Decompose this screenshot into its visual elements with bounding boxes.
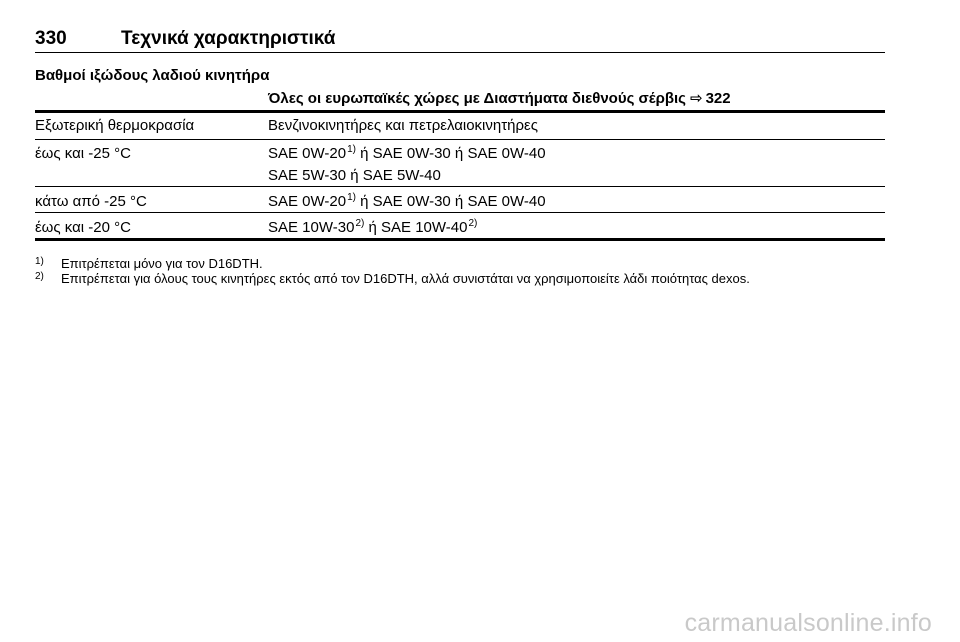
table-header-rule (35, 139, 885, 140)
page-number: 330 (35, 28, 67, 49)
footnote-mark: 1) (35, 256, 44, 267)
table-top-rule (35, 110, 885, 113)
arrow-right-icon: ⇨ (689, 90, 703, 107)
table-row-1-temp: έως και -25 °C (35, 145, 131, 162)
table-bottom-rule (35, 238, 885, 241)
footnote-text: Επιτρέπεται για όλους τους κινητήρες εκτός από τον D16DTH, αλλά συνιστάται να χρησιμοποιείτε λάδι ποιότητας dexos. (61, 271, 750, 286)
page-reference-link[interactable]: 322 (705, 90, 731, 107)
oil-grade: SAE 0W-20 (268, 145, 347, 162)
table-row-3-temp: έως και -20 °C (35, 219, 131, 236)
page-title: Τεχνικά χαρακτηριστικά (121, 28, 336, 49)
oil-grade: SAE 10W-30 (268, 219, 355, 236)
oil-grade-alternatives: ή SAE 0W-30 ή SAE 0W-40 (356, 145, 546, 162)
table-row-1-oil-line-1 (268, 145, 546, 163)
table-row-3-oil-line-1 (268, 219, 477, 237)
table-row-rule (35, 212, 885, 213)
watermark: carmanualsonline.info (684, 609, 932, 637)
oil-grade: SAE 0W-20 (268, 193, 347, 210)
table-caption (268, 89, 731, 107)
footnote-ref: 1) (347, 144, 356, 155)
table-row-rule (35, 186, 885, 187)
footnote-mark: 2) (35, 271, 44, 282)
section-title: Βαθμοί ιξώδους λαδιού κινητήρα (35, 67, 270, 84)
table-row-2-temp: κάτω από -25 °C (35, 193, 147, 210)
table-row-1-oil-line-2: SAE 5W-30 ή SAE 5W-40 (268, 167, 441, 184)
oil-grade-alternatives: ή SAE 0W-30 ή SAE 0W-40 (356, 193, 546, 210)
footnote-text: Επιτρέπεται μόνο για τον D16DTH. (61, 256, 263, 271)
table-header-engines: Βενζινοκινητήρες και πετρελαιοκινητήρες (268, 117, 538, 134)
table-row-2-oil-line-1 (268, 193, 546, 211)
oil-grade-alternatives: ή SAE 10W-40 (364, 219, 468, 236)
footnote-ref: 1) (347, 192, 356, 203)
page-header (35, 26, 885, 53)
table-caption-text: Όλες οι ευρωπαϊκές χώρες με Διαστήματα διεθνούς σέρβις (268, 90, 686, 107)
table-header-temperature: Εξωτερική θερμοκρασία (35, 117, 195, 134)
footnote-ref: 2) (468, 218, 478, 229)
footnote-ref: 2) (355, 218, 365, 229)
